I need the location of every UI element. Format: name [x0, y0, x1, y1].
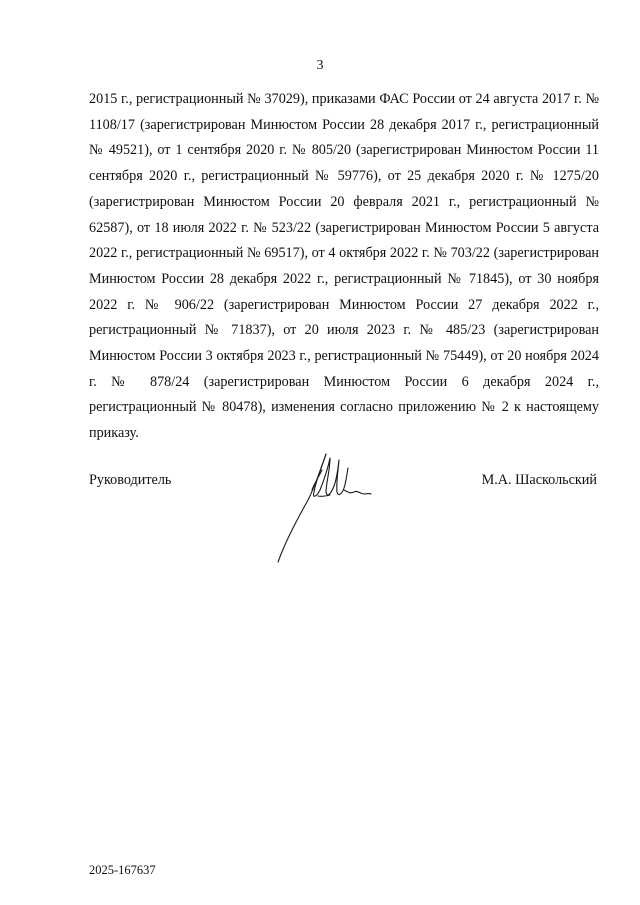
- body-paragraph: 2015 г., регистрационный № 37029), приказами ФАС России от 24 августа 2017 г. № 1108/17 (зарегистрирован Минюстом России 28 декабря 2017 г., регистрационный № 49521), от 1 сентября 2020 г. № 805/20 (зарегистрирован Минюстом России 11 сентября 2020 г., регистрационный № 59776), от 25 декабря 2020 г. № 1275/20 (зарегистрирован Минюстом России 20 февраля 2021 г., регистрационный № 62587), от 18 июля 2022 г. № 523/22 (зарегистрирован Минюстом России 5 августа 2022 г., регистрационный № 69517), от 4 октября 2022 г. № 703/22 (зарегистрирован Минюстом России 28 декабря 2022 г., регистрационный № 71845), от 30 ноября 2022 г. № 906/22 (зарегистрирован Минюстом России 27 декабря 2022 г., регистрационный № 71837), от 20 июля 2023 г. № 485/23 (зарегистрирован Минюстом России 3 октября 2023 г., регистрационный № 75449), от 20 ноября 2024 г. № 878/24 (зарегистрирован Минюстом России 6 декабря 2024 г., регистрационный № 80478), изменения согласно приложению № 2 к настоящему приказу.: [89, 91, 599, 442]
- page-number: 3: [316, 58, 324, 73]
- handwritten-signature-icon: [270, 440, 380, 570]
- signer-position: Руководитель: [89, 472, 172, 488]
- document-registration-number: 2025-167637: [89, 863, 156, 877]
- signer-name: М.А. Шаскольский: [481, 472, 597, 488]
